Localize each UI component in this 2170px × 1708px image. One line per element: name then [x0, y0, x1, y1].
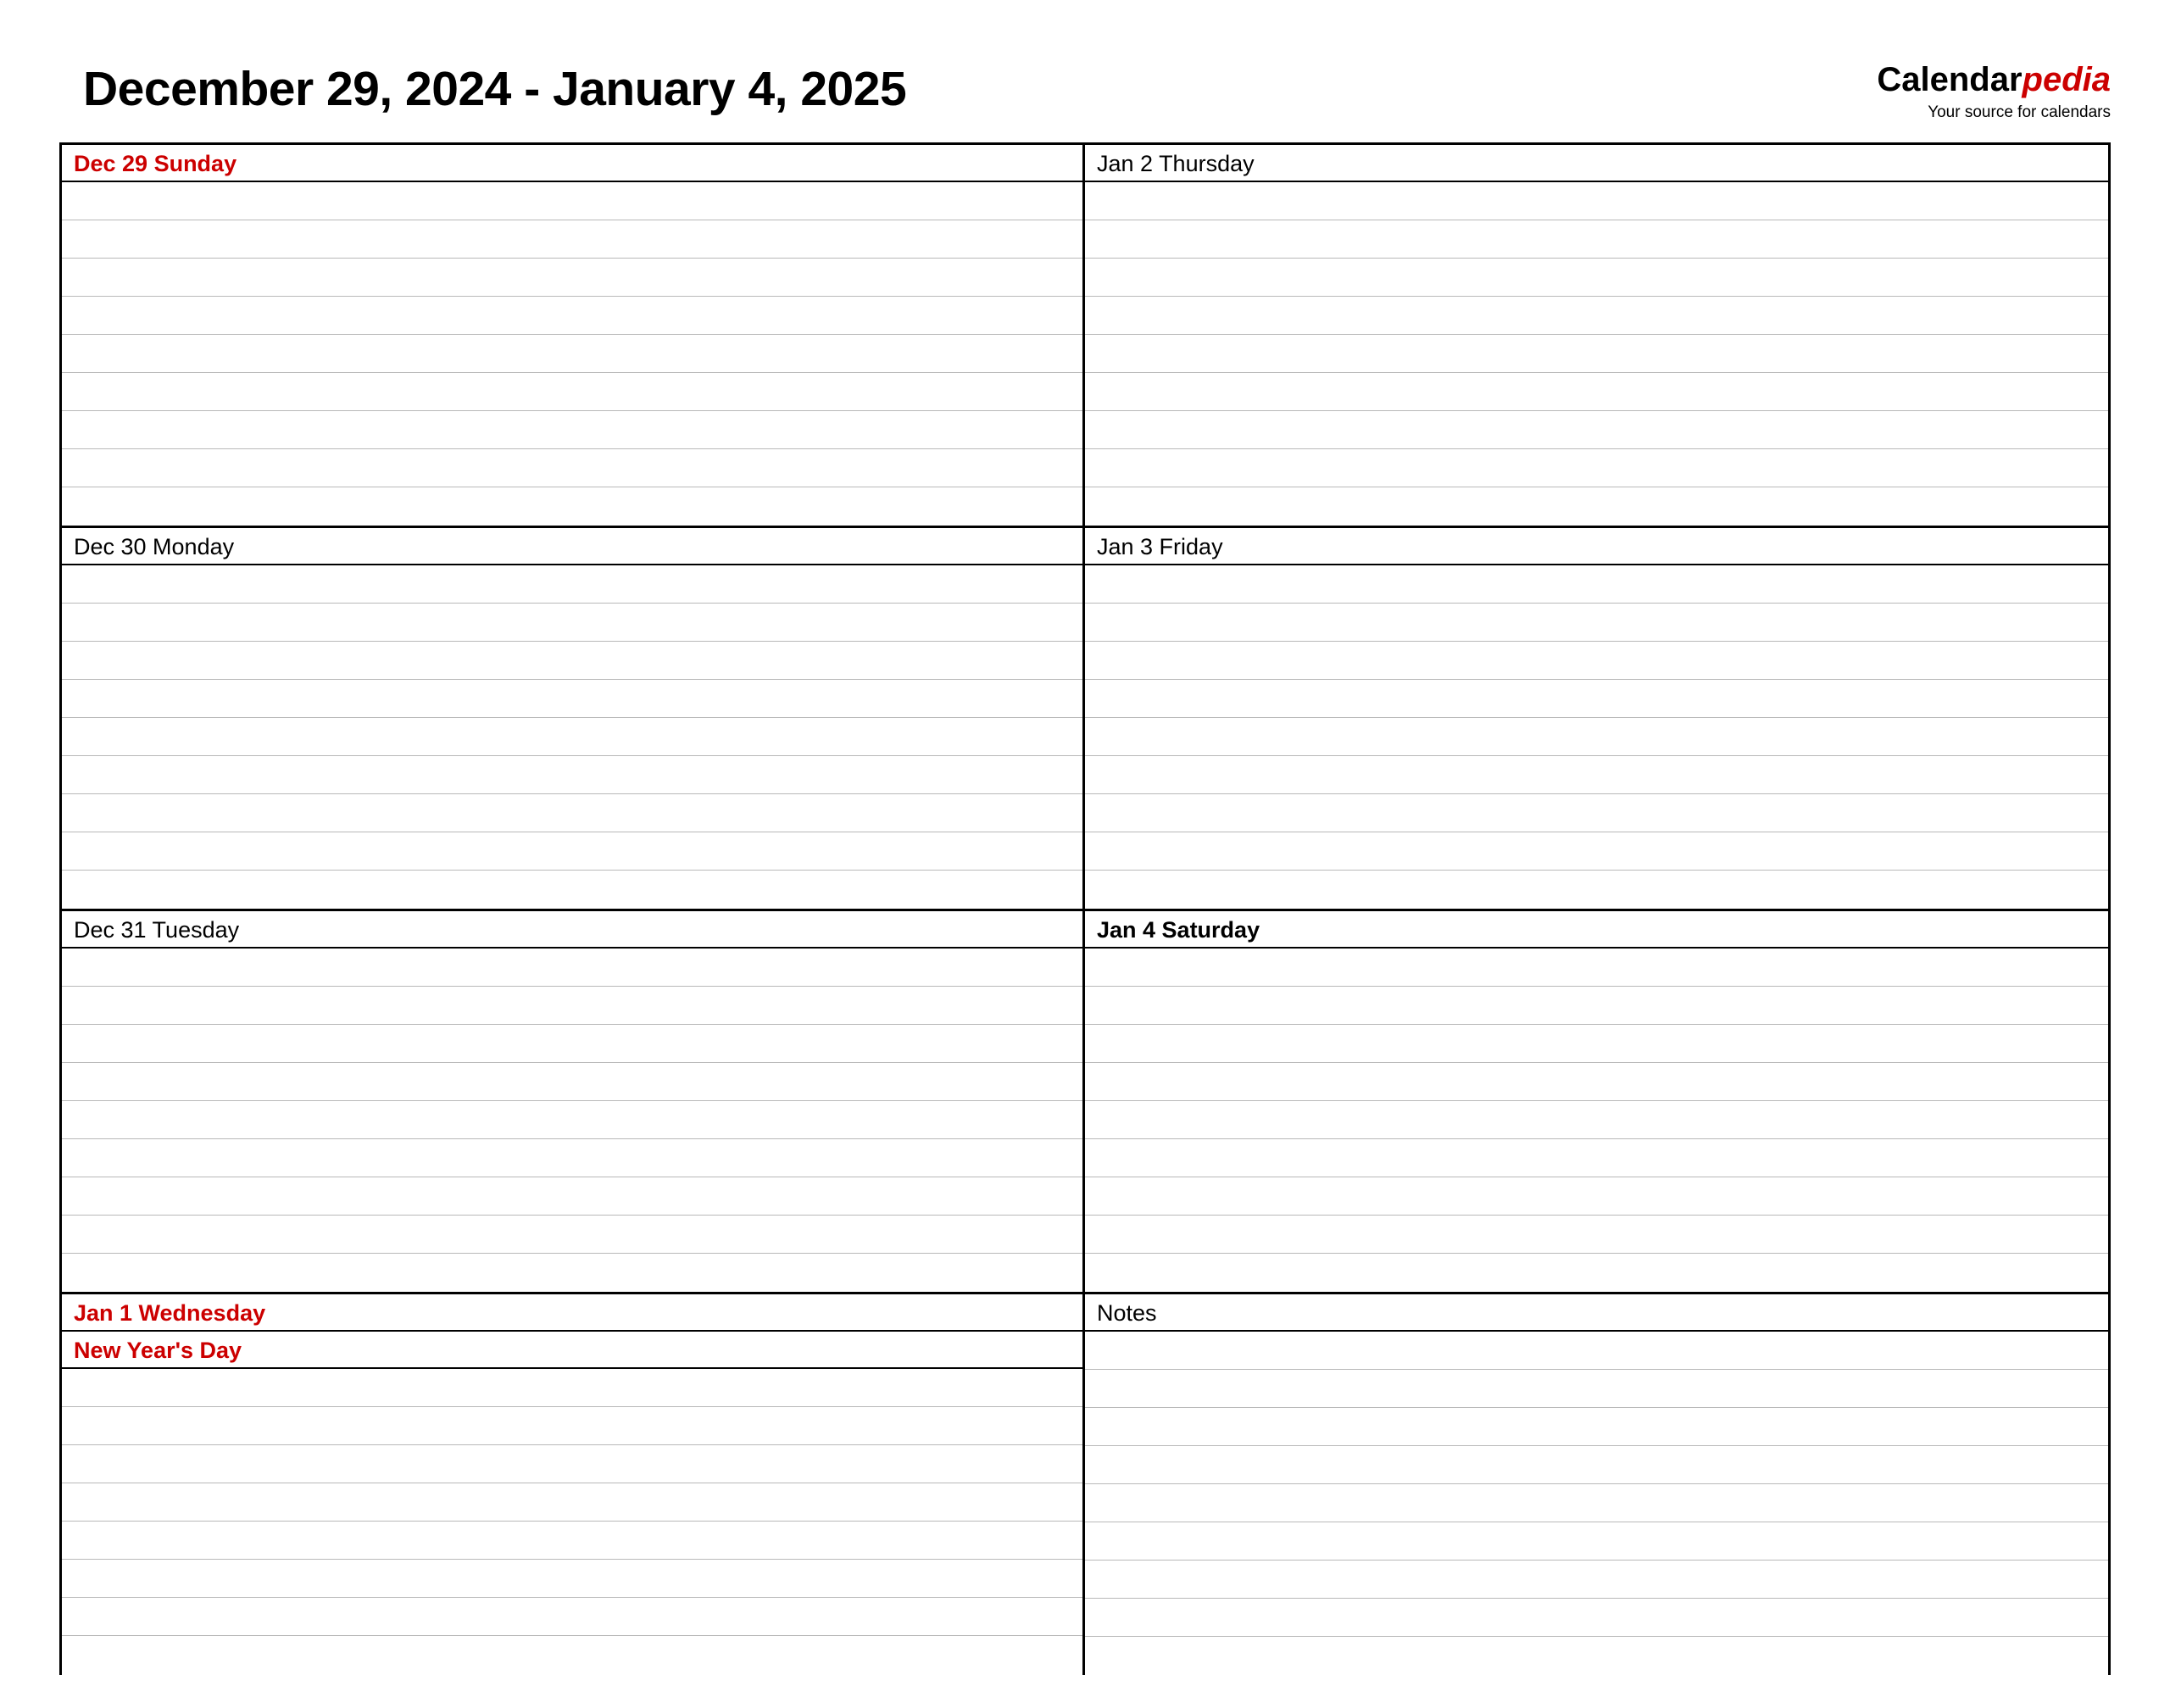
day-header: Notes — [1085, 1294, 2108, 1332]
day-header: Jan 2 Thursday — [1085, 145, 2108, 182]
holiday-label: New Year's Day — [62, 1332, 1082, 1369]
ruled-line[interactable] — [1085, 220, 2108, 259]
writing-area[interactable] — [62, 1369, 1082, 1674]
ruled-line[interactable] — [62, 259, 1082, 297]
writing-area[interactable] — [1085, 565, 2108, 909]
writing-area[interactable] — [62, 949, 1082, 1292]
day-block — [62, 145, 1082, 528]
ruled-line[interactable] — [62, 449, 1082, 487]
ruled-line[interactable] — [62, 1177, 1082, 1216]
ruled-line[interactable] — [1085, 1561, 2108, 1599]
ruled-line[interactable] — [1085, 1063, 2108, 1101]
ruled-line[interactable] — [62, 794, 1082, 832]
ruled-line[interactable] — [62, 1560, 1082, 1598]
day-header: Dec 30 Monday — [62, 528, 1082, 565]
calendar-column-right — [1085, 145, 2108, 1675]
ruled-line[interactable] — [1085, 259, 2108, 297]
ruled-line[interactable] — [62, 1407, 1082, 1445]
day-block — [1085, 528, 2108, 911]
writing-area[interactable] — [1085, 182, 2108, 526]
ruled-line[interactable] — [1085, 1484, 2108, 1522]
brand-name — [1877, 63, 2111, 97]
ruled-line[interactable] — [1085, 1216, 2108, 1254]
brand-logo — [1877, 63, 2111, 122]
ruled-line[interactable] — [62, 756, 1082, 794]
ruled-line[interactable] — [62, 1598, 1082, 1636]
ruled-line[interactable] — [1085, 1139, 2108, 1177]
ruled-line[interactable] — [1085, 680, 2108, 718]
ruled-line[interactable] — [62, 565, 1082, 604]
ruled-line[interactable] — [1085, 1637, 2108, 1675]
ruled-line[interactable] — [62, 604, 1082, 642]
ruled-line[interactable] — [1085, 335, 2108, 373]
ruled-line[interactable] — [62, 297, 1082, 335]
ruled-line[interactable] — [1085, 1599, 2108, 1637]
writing-area[interactable] — [62, 565, 1082, 909]
ruled-line[interactable] — [62, 1483, 1082, 1522]
ruled-line[interactable] — [62, 1445, 1082, 1483]
day-block — [62, 528, 1082, 911]
ruled-line[interactable] — [1085, 718, 2108, 756]
page-title: December 29, 2024 - January 4, 2025 — [83, 62, 907, 116]
calendar-column-left — [62, 145, 1085, 1675]
ruled-line[interactable] — [1085, 1522, 2108, 1561]
day-block — [62, 911, 1082, 1294]
ruled-line[interactable] — [1085, 756, 2108, 794]
ruled-line[interactable] — [62, 1369, 1082, 1407]
ruled-line[interactable] — [1085, 794, 2108, 832]
ruled-line[interactable] — [1085, 297, 2108, 335]
ruled-line[interactable] — [62, 487, 1082, 526]
ruled-line[interactable] — [62, 832, 1082, 871]
brand-name-second: pedia — [2022, 61, 2111, 98]
ruled-line[interactable] — [1085, 1177, 2108, 1216]
ruled-line[interactable] — [1085, 487, 2108, 526]
ruled-line[interactable] — [1085, 604, 2108, 642]
day-block — [62, 1294, 1082, 1674]
ruled-line[interactable] — [1085, 1446, 2108, 1484]
page-header — [59, 34, 2111, 127]
ruled-line[interactable] — [1085, 1370, 2108, 1408]
day-block — [1085, 911, 2108, 1294]
ruled-line[interactable] — [1085, 182, 2108, 220]
ruled-line[interactable] — [1085, 565, 2108, 604]
ruled-line[interactable] — [1085, 1254, 2108, 1292]
ruled-line[interactable] — [62, 1254, 1082, 1292]
day-header: Dec 29 Sunday — [62, 145, 1082, 182]
ruled-line[interactable] — [62, 1522, 1082, 1560]
ruled-line[interactable] — [1085, 1101, 2108, 1139]
ruled-line[interactable] — [62, 411, 1082, 449]
ruled-line[interactable] — [62, 1139, 1082, 1177]
ruled-line[interactable] — [62, 949, 1082, 987]
ruled-line[interactable] — [1085, 949, 2108, 987]
ruled-line[interactable] — [62, 373, 1082, 411]
ruled-line[interactable] — [1085, 411, 2108, 449]
ruled-line[interactable] — [62, 718, 1082, 756]
writing-area[interactable] — [1085, 1332, 2108, 1675]
ruled-line[interactable] — [62, 1216, 1082, 1254]
day-header: Dec 31 Tuesday — [62, 911, 1082, 949]
brand-tagline: Your source for calendars — [1928, 103, 2111, 121]
day-header: Jan 3 Friday — [1085, 528, 2108, 565]
ruled-line[interactable] — [62, 871, 1082, 909]
ruled-line[interactable] — [62, 642, 1082, 680]
ruled-line[interactable] — [62, 1101, 1082, 1139]
ruled-line[interactable] — [62, 680, 1082, 718]
day-header: Jan 1 Wednesday — [62, 1294, 1082, 1332]
ruled-line[interactable] — [1085, 1408, 2108, 1446]
ruled-line[interactable] — [62, 182, 1082, 220]
ruled-line[interactable] — [62, 335, 1082, 373]
ruled-line[interactable] — [62, 1063, 1082, 1101]
ruled-line[interactable] — [62, 220, 1082, 259]
ruled-line[interactable] — [62, 1636, 1082, 1674]
ruled-line[interactable] — [1085, 987, 2108, 1025]
ruled-line[interactable] — [1085, 871, 2108, 909]
ruled-line[interactable] — [62, 1025, 1082, 1063]
writing-area[interactable] — [62, 182, 1082, 526]
calendar-grid — [59, 142, 2111, 1675]
ruled-line[interactable] — [1085, 449, 2108, 487]
brand-name-first: Calendar — [1877, 61, 2023, 98]
ruled-line[interactable] — [1085, 832, 2108, 871]
day-header: Jan 4 Saturday — [1085, 911, 2108, 949]
ruled-line[interactable] — [62, 987, 1082, 1025]
day-block — [1085, 1294, 2108, 1675]
ruled-line[interactable] — [1085, 1332, 2108, 1370]
writing-area[interactable] — [1085, 949, 2108, 1292]
ruled-line[interactable] — [1085, 1025, 2108, 1063]
day-block — [1085, 145, 2108, 528]
ruled-line[interactable] — [1085, 373, 2108, 411]
ruled-line[interactable] — [1085, 642, 2108, 680]
